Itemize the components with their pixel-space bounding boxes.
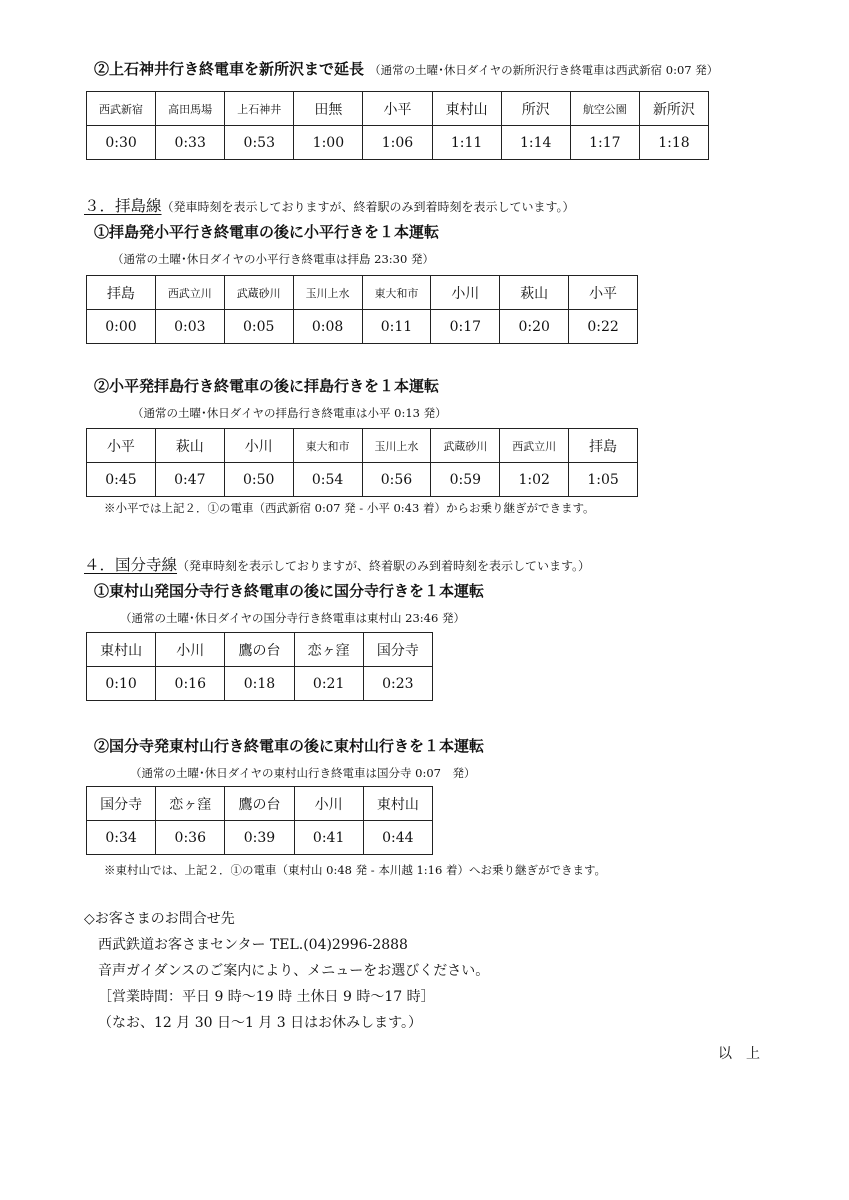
time-cell: 1:17 xyxy=(570,126,639,160)
time-cell: 0:53 xyxy=(225,126,294,160)
time-cell: 0:45 xyxy=(87,463,156,497)
station-cell: 武蔵砂川 xyxy=(224,276,293,310)
time-cell: 0:05 xyxy=(224,310,293,344)
time-cell: 1:11 xyxy=(432,126,501,160)
time-cell: 0:54 xyxy=(293,463,362,497)
time-row xyxy=(87,667,433,701)
time-cell: 0:10 xyxy=(87,667,156,701)
station-cell: 西武立川 xyxy=(155,276,224,310)
time-cell: 0:00 xyxy=(87,310,156,344)
section-4-header xyxy=(84,553,590,575)
contact-line-guidance: 音声ガイダンスのご案内により、メニューをお選びください。 xyxy=(98,963,490,979)
station-cell: 拝島 xyxy=(569,429,638,463)
time-cell: 0:36 xyxy=(156,821,225,855)
timetable-3-1 xyxy=(86,275,638,344)
time-cell: 1:14 xyxy=(501,126,570,160)
timetable-s2b xyxy=(86,91,709,160)
station-cell: 小平 xyxy=(87,429,156,463)
station-cell: 新所沢 xyxy=(639,92,708,126)
contact-block xyxy=(84,906,489,1036)
time-cell: 0:03 xyxy=(155,310,224,344)
section-4-note: （発車時刻を表示しておりますが、終着駅のみ到着時刻を表示しています。） xyxy=(177,559,591,573)
station-row xyxy=(87,633,433,667)
time-cell: 1:18 xyxy=(639,126,708,160)
section-4-1-note: （通常の土曜･休日ダイヤの国分寺行き終電車は東村山 23:46 発） xyxy=(120,611,465,625)
time-cell: 0:22 xyxy=(569,310,638,344)
station-cell: 小川 xyxy=(224,429,293,463)
section-2b-note: （通常の土曜･休日ダイヤの新所沢行き終電車は西武新宿 0:07 発） xyxy=(369,63,719,77)
time-cell: 0:18 xyxy=(225,667,294,701)
station-cell: 武蔵砂川 xyxy=(431,429,500,463)
time-cell: 1:05 xyxy=(569,463,638,497)
time-cell: 1:02 xyxy=(500,463,569,497)
section-2b-title: ②上石神井行き終電車を新所沢まで延長 xyxy=(94,60,365,78)
section-3-1-title: ①拝島発小平行き終電車の後に小平行きを１本運転 xyxy=(94,223,440,241)
station-cell: 鷹の台 xyxy=(225,633,294,667)
station-row xyxy=(87,787,433,821)
time-row xyxy=(87,821,433,855)
time-cell: 0:47 xyxy=(155,463,224,497)
station-row xyxy=(87,276,638,310)
time-cell: 1:06 xyxy=(363,126,432,160)
station-cell: 小川 xyxy=(294,787,363,821)
station-cell: 小川 xyxy=(156,633,225,667)
section-4-title: ４．国分寺線 xyxy=(84,556,178,574)
timetable-3-2 xyxy=(86,428,638,497)
time-cell: 0:33 xyxy=(156,126,225,160)
time-cell: 1:00 xyxy=(294,126,363,160)
contact-heading: ◇お客さまのお問合せ先 xyxy=(84,911,235,927)
station-cell: 鷹の台 xyxy=(225,787,294,821)
station-cell: 上石神井 xyxy=(225,92,294,126)
station-cell: 高田馬場 xyxy=(156,92,225,126)
station-cell: 萩山 xyxy=(500,276,569,310)
section-4-1-title: ①東村山発国分寺行き終電車の後に国分寺行きを１本運転 xyxy=(94,582,485,600)
station-cell: 西武新宿 xyxy=(87,92,156,126)
station-cell: 東村山 xyxy=(432,92,501,126)
time-cell: 0:50 xyxy=(224,463,293,497)
station-cell: 恋ヶ窪 xyxy=(294,633,363,667)
station-cell: 西武立川 xyxy=(500,429,569,463)
closing-mark: 以 上 xyxy=(718,1046,760,1062)
station-cell: 恋ヶ窪 xyxy=(156,787,225,821)
time-cell: 0:56 xyxy=(362,463,431,497)
station-cell: 萩山 xyxy=(155,429,224,463)
station-cell: 田無 xyxy=(294,92,363,126)
station-cell: 所沢 xyxy=(501,92,570,126)
section-3-1-note: （通常の土曜･休日ダイヤの小平行き終電車は拝島 23:30 発） xyxy=(112,252,434,266)
station-cell: 玉川上水 xyxy=(293,276,362,310)
station-cell: 玉川上水 xyxy=(362,429,431,463)
time-cell: 0:59 xyxy=(431,463,500,497)
time-cell: 0:30 xyxy=(87,126,156,160)
time-cell: 0:20 xyxy=(500,310,569,344)
section-3-title: ３．拝島線 xyxy=(84,197,162,215)
station-row xyxy=(87,429,638,463)
timetable-4-2 xyxy=(86,786,433,855)
time-cell: 0:23 xyxy=(363,667,432,701)
contact-line-holidays: （なお、12 月 30 日～1 月 3 日はお休みします。） xyxy=(98,1015,423,1031)
timetable-4-1 xyxy=(86,632,433,701)
time-row xyxy=(87,310,638,344)
contact-line-phone: 西武鉄道お客さまセンター TEL.(04)2996-2888 xyxy=(98,937,408,953)
station-row xyxy=(87,92,709,126)
station-cell: 航空公園 xyxy=(570,92,639,126)
time-row xyxy=(87,126,709,160)
section-3-2-footnote: ※小平では上記２．①の電車（西武新宿 0:07 発 - 小平 0:43 着）からお乗り継ぎができます。 xyxy=(104,501,595,515)
section-3-note: （発車時刻を表示しておりますが、終着駅のみ到着時刻を表示しています。） xyxy=(161,200,575,214)
time-cell: 0:39 xyxy=(225,821,294,855)
contact-line-hours: ［営業時間：平日 9 時～19 時 土休日 9 時～17 時］ xyxy=(98,989,435,1005)
station-cell: 国分寺 xyxy=(87,787,156,821)
station-cell: 東村山 xyxy=(87,633,156,667)
station-cell: 東大和市 xyxy=(362,276,431,310)
section-3-2-title: ②小平発拝島行き終電車の後に拝島行きを１本運転 xyxy=(94,377,440,395)
station-cell: 小平 xyxy=(363,92,432,126)
station-cell: 拝島 xyxy=(87,276,156,310)
time-cell: 0:34 xyxy=(87,821,156,855)
time-cell: 0:08 xyxy=(293,310,362,344)
section-4-2-footnote: ※東村山では、上記２．①の電車（東村山 0:48 発 - 本川越 1:16 着）へお乗り継ぎができます。 xyxy=(104,863,607,877)
section-3-header xyxy=(84,194,575,216)
time-row xyxy=(87,463,638,497)
section-4-2-title: ②国分寺発東村山行き終電車の後に東村山行きを１本運転 xyxy=(94,737,485,755)
time-cell: 0:41 xyxy=(294,821,363,855)
time-cell: 0:11 xyxy=(362,310,431,344)
section-2b-header xyxy=(94,58,718,79)
station-cell: 小川 xyxy=(431,276,500,310)
time-cell: 0:17 xyxy=(431,310,500,344)
time-cell: 0:21 xyxy=(294,667,363,701)
time-cell: 0:16 xyxy=(156,667,225,701)
section-3-2-note: （通常の土曜･休日ダイヤの拝島行き終電車は小平 0:13 発） xyxy=(132,406,447,420)
time-cell: 0:44 xyxy=(363,821,432,855)
station-cell: 小平 xyxy=(569,276,638,310)
station-cell: 東大和市 xyxy=(293,429,362,463)
station-cell: 東村山 xyxy=(363,787,432,821)
section-4-2-note: （通常の土曜･休日ダイヤの東村山行き終電車は国分寺 0:07 発） xyxy=(130,766,476,780)
station-cell: 国分寺 xyxy=(363,633,432,667)
